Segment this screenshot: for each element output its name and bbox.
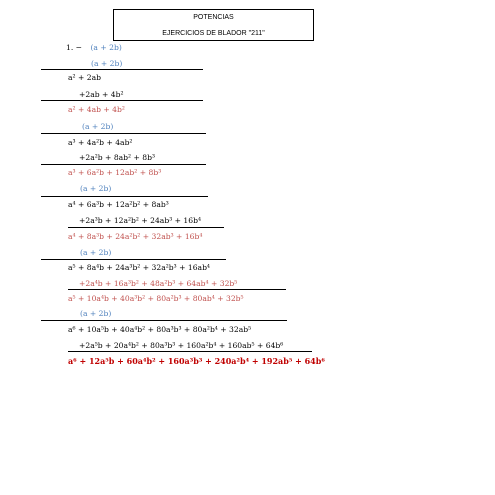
exercise-number: 1. − (66, 43, 83, 52)
partial-product-line: a⁵ + 8a⁴b + 24a³b² + 32a²b³ + 16ab⁴ (68, 263, 210, 272)
divider-line (41, 320, 287, 321)
divider-line (41, 69, 203, 70)
partial-product-line: +2a⁴b + 16a³b² + 48a²b³ + 64ab⁴ + 32b⁵ (79, 279, 238, 288)
multiplier-line: (a + 2b) (91, 59, 123, 68)
divider-line (41, 259, 226, 260)
partial-product-line: +2ab + 4b² (79, 90, 124, 99)
page-subtitle: EJERCICIOS DE BLADOR "211" (162, 30, 265, 37)
partial-product-line: +2a²b + 8ab² + 8b³ (79, 153, 156, 162)
result-line: a² + 4ab + 4b² (68, 105, 125, 114)
multiplier-line: (a + 2b) (80, 248, 112, 257)
multiplier-line: (a + 2b) (82, 122, 114, 131)
exercise-header (66, 43, 122, 53)
result-line: a⁴ + 8a³b + 24a²b² + 32ab³ + 16b⁴ (68, 232, 203, 241)
partial-product-line: a³ + 4a²b + 4ab² (68, 138, 133, 147)
partial-product-line: +2a⁵b + 20a⁴b² + 80a³b³ + 160a²b⁴ + 160ab⁵ + 64b⁶ (79, 341, 284, 350)
divider-line (41, 164, 206, 165)
divider-line (68, 289, 286, 290)
exercise-binomial: (a + 2b) (90, 43, 122, 52)
partial-product-line: a⁶ + 10a⁵b + 40a⁴b² + 80a³b³ + 80a²b⁴ + 32ab⁵ (68, 325, 252, 334)
result-line: a³ + 6a²b + 12ab² + 8b³ (68, 168, 162, 177)
divider-line (41, 196, 208, 197)
divider-line (41, 100, 203, 101)
multiplier-line: (a + 2b) (80, 184, 112, 193)
partial-product-line: a² + 2ab (68, 73, 101, 82)
multiplier-line: (a + 2b) (80, 309, 112, 318)
divider-line (68, 227, 224, 228)
divider-line (41, 133, 206, 134)
divider-line (68, 351, 312, 352)
title-box (113, 9, 314, 41)
final-result-line: a⁶ + 12a⁵b + 60a⁴b² + 160a³b³ + 240a²b⁴ + 192ab⁵ + 64b⁶ (68, 356, 325, 366)
result-line: a⁵ + 10a⁴b + 40a³b² + 80a²b³ + 80ab⁴ + 32b⁵ (68, 294, 244, 303)
page-title: POTENCIAS (193, 14, 234, 21)
partial-product-line: a⁴ + 6a³b + 12a²b² + 8ab³ (68, 200, 169, 209)
partial-product-line: +2a³b + 12a²b² + 24ab³ + 16b⁴ (79, 216, 202, 225)
